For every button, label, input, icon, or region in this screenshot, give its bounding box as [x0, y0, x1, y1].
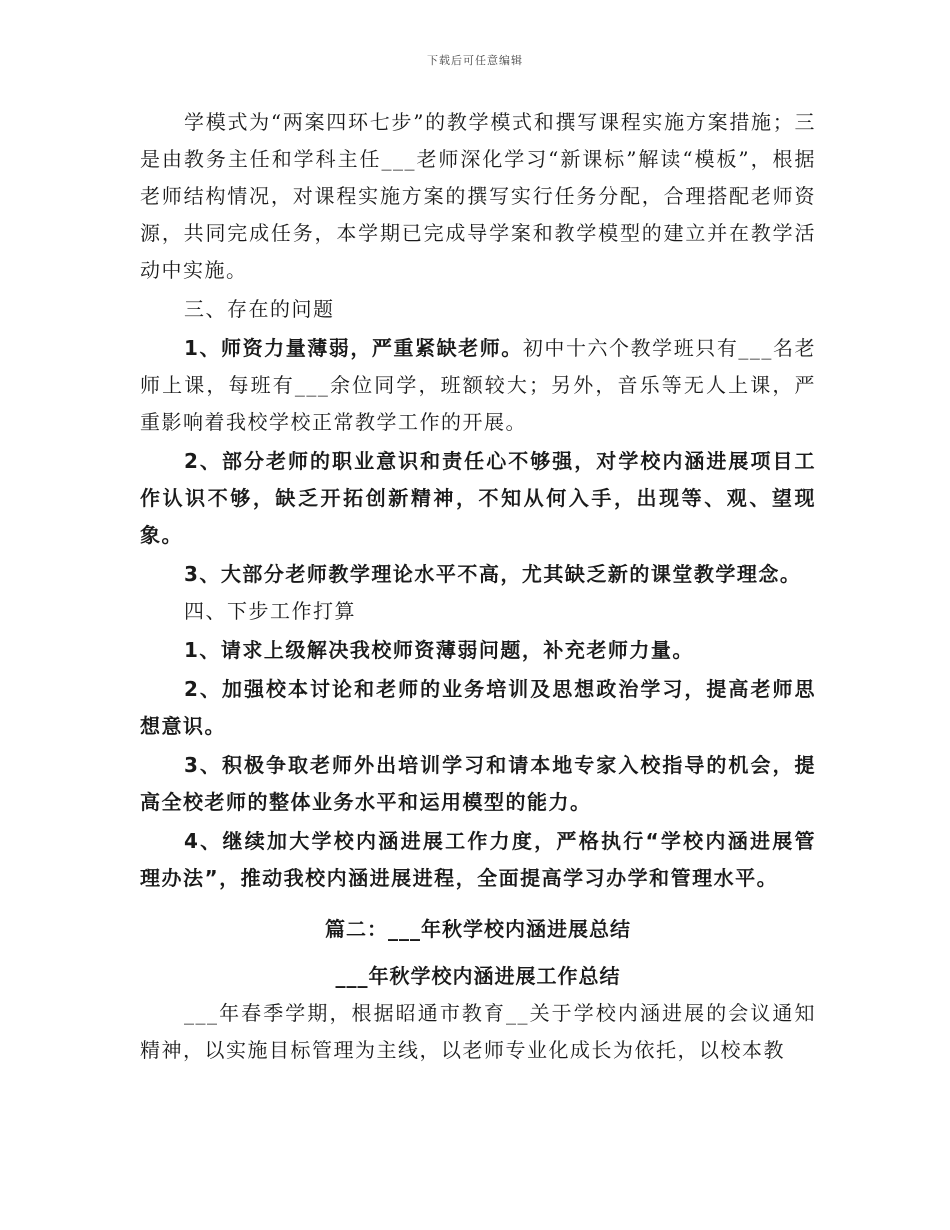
article-subtitle: ___年秋学校内涵进展工作总结	[335, 964, 621, 988]
problem-1-body: 初中十六个教学班只有___名老师上课，每班有___余位同学，班额较大；另外，音乐等无人上课，严重影响着我校学校正常教学工作的开展。	[140, 336, 817, 434]
plan-3: 3、积极争取老师外出培训学习和请本地专家入校指导的机会，提高全校老师的整体业务水平和运用模型的能力。	[140, 753, 816, 814]
plan-4: 4、继续加大学校内涵进展工作力度，严格执行“学校内涵进展管理办法”，推动我校内涵进展进程，全面提高学习办学和管理水平。	[140, 829, 816, 890]
article-title: 篇二：___年秋学校内涵进展总结	[325, 917, 631, 941]
plan-1: 1、请求上级解决我校师资薄弱问题，补充老师力量。	[184, 638, 694, 662]
paragraph-continuation: 学模式为“两案四环七步”的教学模式和撰写课程实施方案措施；三是由教务主任和学科主任___老师深化学习“新课标”解读“模板”，根据老师结构情况，对课程实施方案的撰写实行任务分配，合理搭配老师资源，共同完成任务，本学期已完成导学案和教学模型的建立并在教学活动中实施。	[140, 110, 816, 282]
plan-2: 2、加强校本讨论和老师的业务培训及思想政治学习，提高老师思想意识。	[140, 677, 816, 738]
article-intro: ___年春季学期，根据昭通市教育__关于学校内涵进展的会议通知精神，以实施目标管理为主线，以老师专业化成长为依托，以校本教	[140, 1001, 816, 1062]
document-body	[140, 104, 816, 1069]
section-heading-problems: 三、存在的问题	[184, 297, 335, 321]
problem-3: 3、大部分老师教学理论水平不高，尤其缺乏新的课堂教学理念。	[184, 562, 802, 586]
problem-1-lead: 1、师资力量薄弱，严重紧缺老师。	[184, 336, 523, 360]
problem-1	[140, 330, 816, 441]
problem-2: 2、部分老师的职业意识和责任心不够强，对学校内涵进展项目工作认识不够，缺乏开拓创新精神，不知从何入手，出现等、观、望现象。	[140, 449, 816, 547]
page-header: 下载后可任意编辑	[427, 54, 523, 67]
section-heading-plans: 四、下步工作打算	[184, 599, 356, 623]
